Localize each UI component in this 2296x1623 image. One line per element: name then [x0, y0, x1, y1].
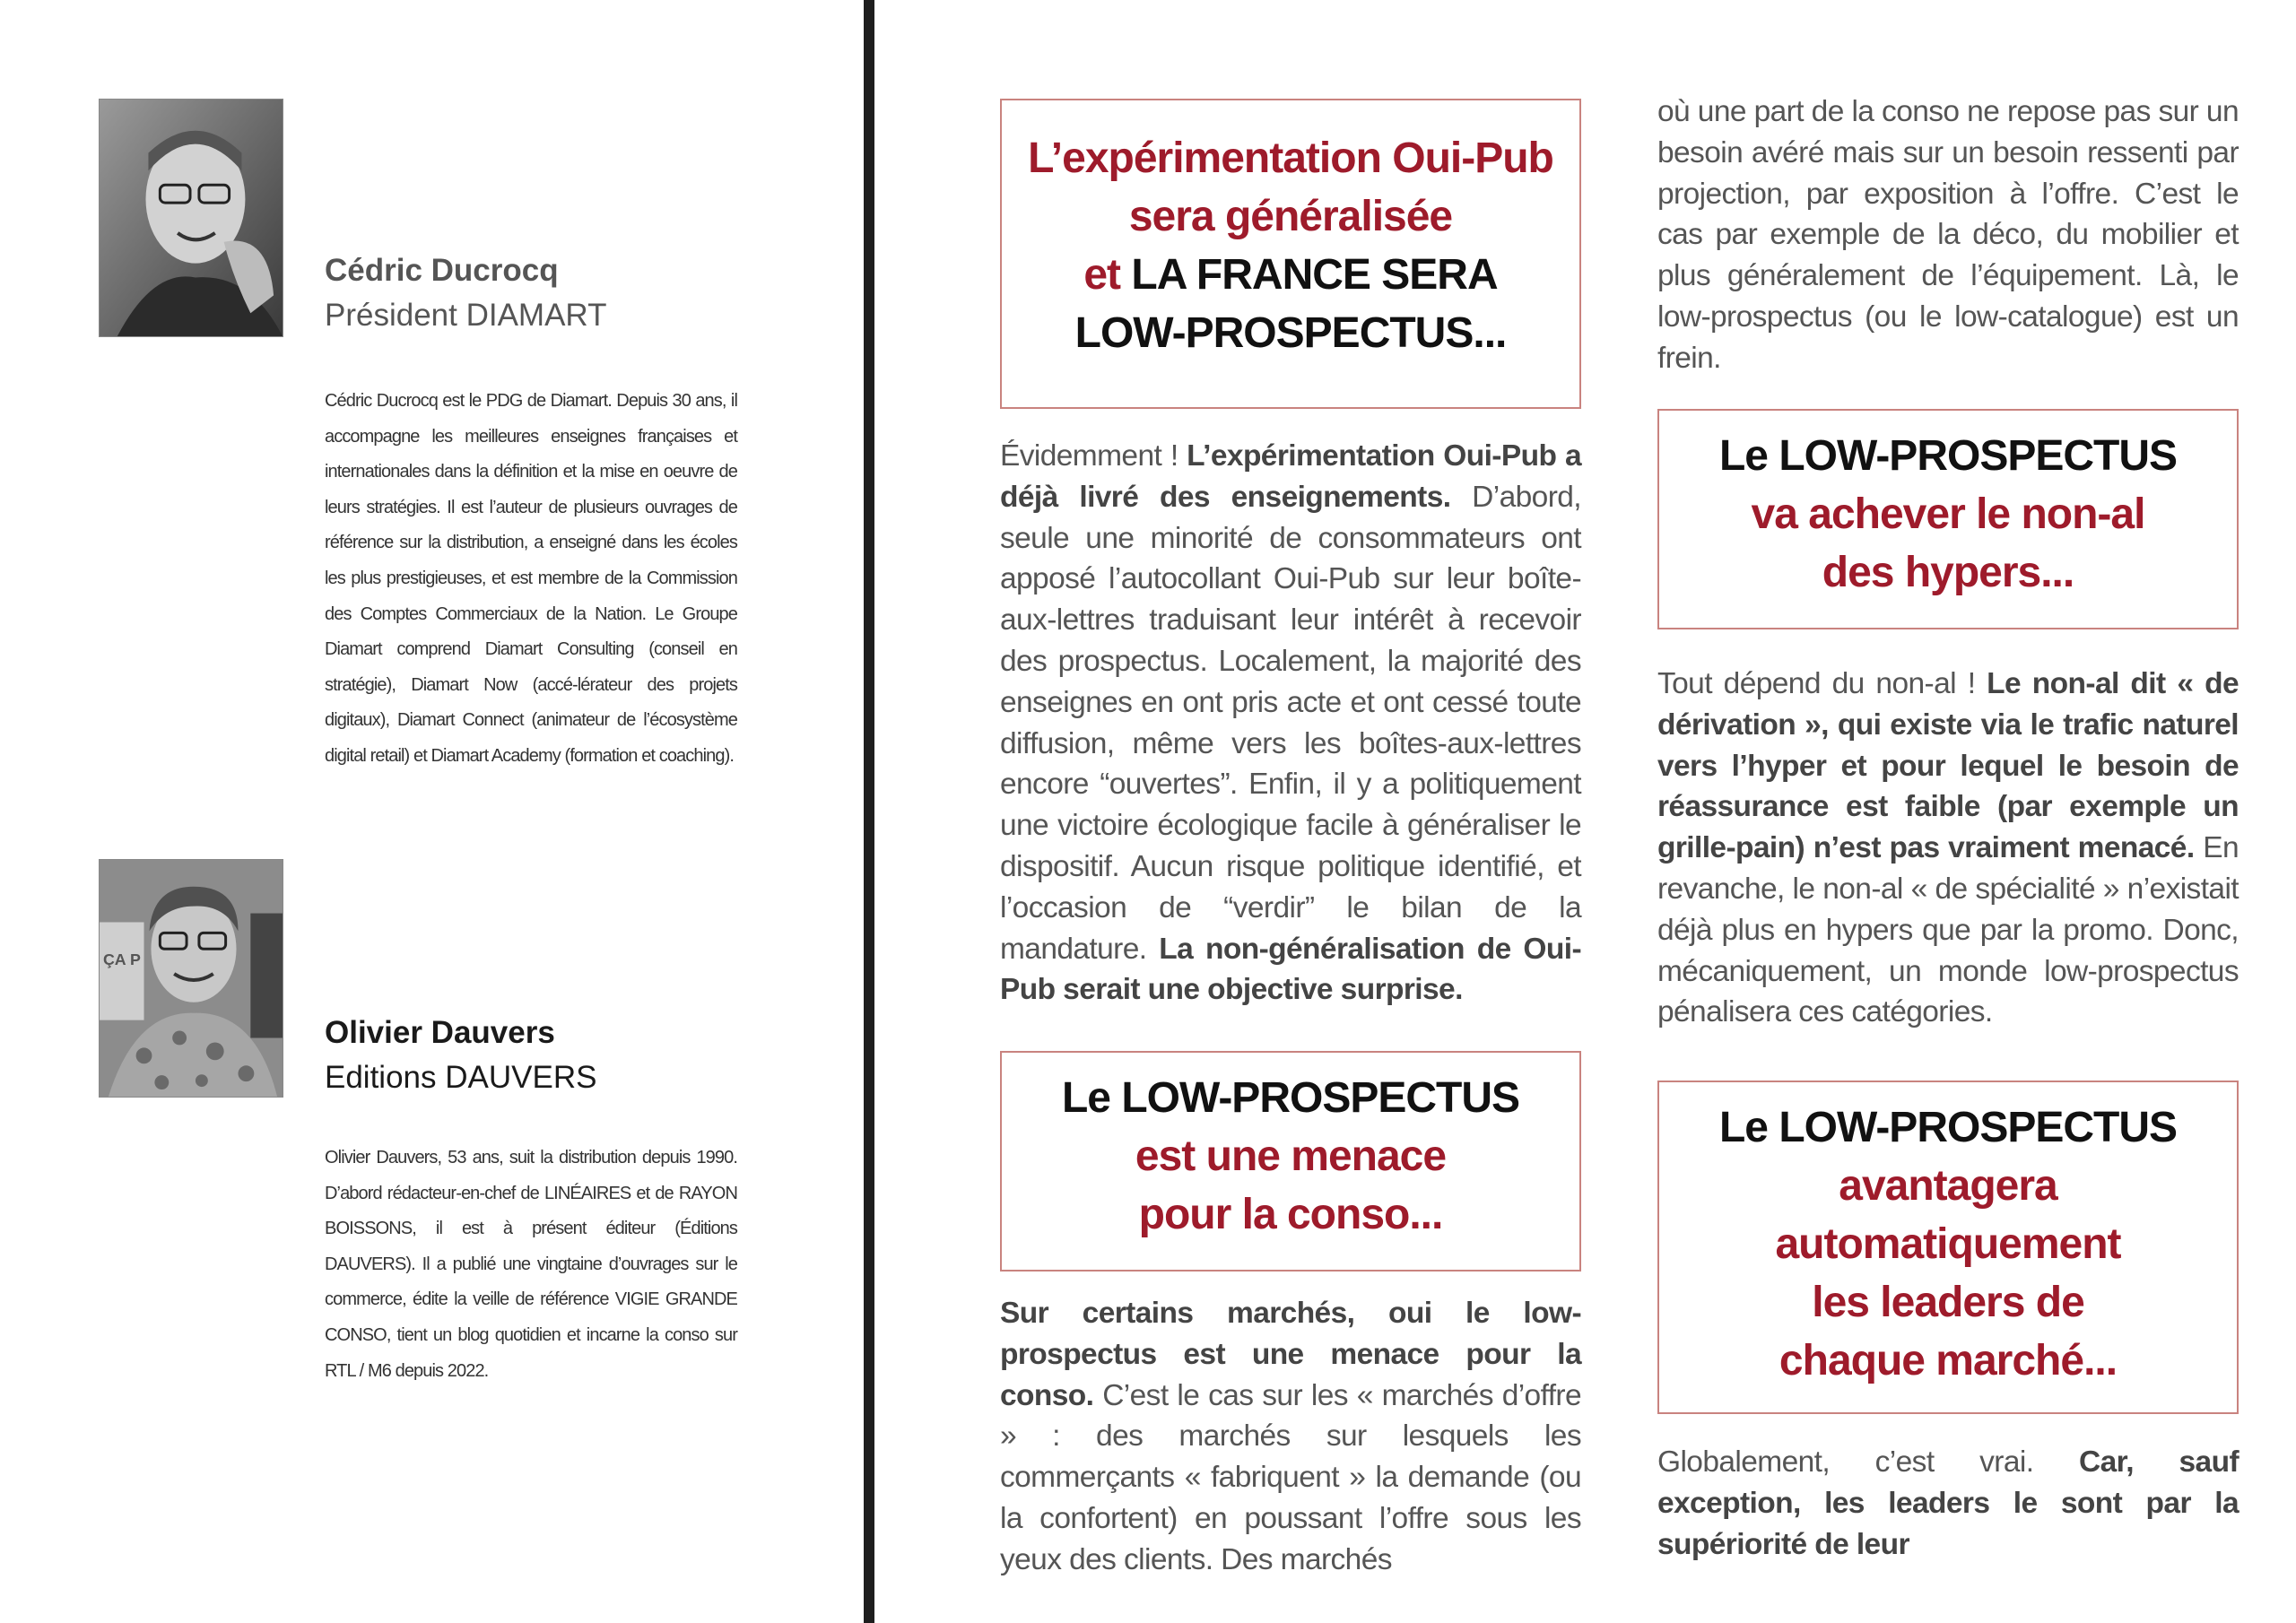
headline-box-oui-pub-line3: [1002, 246, 1579, 304]
headline-box-menace-conso-line2: est une menace: [1135, 1133, 1447, 1180]
paragraph-oui-pub-bold1: L’expérimentation Oui-Pub a déjà livré des enseignements.: [1000, 439, 1581, 514]
author-photo-cedric-ducrocq: [99, 99, 283, 337]
author1-name: Cédric Ducrocq: [325, 253, 559, 288]
headline-box-oui-pub-line3-black: LA FRANCE SERA: [1131, 251, 1498, 299]
headline-box-leaders-line5: chaque marché...: [1779, 1337, 2118, 1384]
author2-bio: Olivier Dauvers, 53 ans, suit la distribution depuis 1990. D’abord rédacteur-en-chef de LINÉAIRES et de RAYON BOISSONS, il est à présent éditeur (Éditions DAUVERS). Il a publié une vingtaine d’ouvrages sur le commerce, édite la veille de référence VIGIE GRANDE CONSO, tient un blog quotidien et incarne la conso sur RTL / M6 depuis 2022.: [325, 1148, 737, 1381]
headline-box-oui-pub-line1: L’expérimentation Oui-Pub: [1028, 135, 1553, 182]
paragraph-non-al-text2: En revanche, le non-al « de spécialité » n’existait déjà plus en hypers que par la promo. Donc, mécaniquement, un monde low-prospectus pénalisera ces catégories.: [1657, 831, 2239, 1029]
paragraph-menace-conso: [1000, 1293, 1581, 1581]
headline-box-menace-conso-line3: pour la conso...: [1138, 1191, 1443, 1238]
paragraph-menace-conso-text1: C’est le cas sur les « marchés d’offre » : des marchés sur lesquels les commerçants « fabriquent » la demande (ou la confortent) en poussant l’offre sous les yeux des clients. Des marchés: [1000, 1378, 1581, 1576]
headline-box-non-al: [1657, 409, 2239, 629]
headline-box-non-al-line2: va achever le non-al: [1751, 490, 2145, 538]
author1-role: Président DIAMART: [325, 298, 607, 333]
photo-background-text: ÇA P: [102, 950, 141, 969]
headline-box-leaders-line1: Le LOW-PROSPECTUS: [1718, 1104, 2178, 1151]
headline-box-oui-pub: [1000, 99, 1581, 409]
paragraph-non-al-text1: Tout dépend du non-al !: [1657, 667, 1987, 700]
headline-box-oui-pub-line3-red: et: [1083, 251, 1121, 299]
paragraph-marches-offre-text1: où une part de la conso ne repose pas sur un besoin avéré mais sur un besoin ressenti par projection, par exposition à l’offre. C’est le cas par exemple de la déco, du mobilier et plus généralement de l’équipement. Là, le low-prospectus (ou le low-catalogue) est un frein.: [1657, 95, 2239, 375]
headline-box-menace-conso: [1000, 1051, 1581, 1271]
paragraph-non-al-bold1: Le non-al dit « de dérivation », qui existe via le trafic naturel vers l’hyper et pour lequel le besoin de réassurance est faible (par exemple un grille-pain) n’est pas vraiment menacé.: [1657, 667, 2239, 865]
headline-box-menace-conso-line1: Le LOW-PROSPECTUS: [1061, 1074, 1520, 1122]
headline-box-oui-pub-line4: LOW-PROSPECTUS...: [1074, 309, 1507, 357]
headline-box-leaders-line2: avantagera: [1839, 1162, 2057, 1210]
author-photo-olivier-dauvers: [99, 859, 283, 1098]
paragraph-oui-pub: [1000, 436, 1581, 1011]
headline-box-oui-pub-line2: sera généralisée: [1128, 193, 1453, 240]
paragraph-leaders: [1657, 1442, 2239, 1565]
author2-role: Editions DAUVERS: [325, 1060, 597, 1095]
paragraph-oui-pub-text1: Évidemment !: [1000, 439, 1187, 473]
headline-box-non-al-line1: Le LOW-PROSPECTUS: [1718, 432, 2178, 480]
paragraph-oui-pub-text2: D’abord, seule une minorité de consommateurs ont apposé l’autocollant Oui-Pub sur leur boîte-aux-lettres traduisant leur intérêt à recevoir des prospectus. Localement, la majorité des enseignes en ont pris acte et ont cessé toute diffusion, même vers les boîtes-aux-lettres encore “ouvertes”. Enfin, il y a politiquement une victoire écologique facile à généraliser le dispositif. Aucun risque politique identifié, et l’occasion de “verdir” le bilan de la mandature.: [1000, 480, 1581, 966]
paragraph-oui-pub-bold2: La non-généralisation de Oui-Pub serait une objective surprise.: [1000, 932, 1581, 1007]
paragraph-leaders-text1: Globalement, c’est vrai.: [1657, 1445, 2080, 1479]
page-spine: [864, 0, 874, 1623]
author1-bio: Cédric Ducrocq est le PDG de Diamart. Depuis 30 ans, il accompagne les meilleures enseignes françaises et internationales dans la définition et la mise en oeuvre de leurs stratégies. Il est l’auteur de plusieurs ouvrages de référence sur la distribution, a enseigné dans les écoles les plus prestigieuses, et est membre de la Commission des Comptes Commerciaux de la Nation. Le Groupe Diamart comprend Diamart Consulting (conseil en stratégie), Diamart Now (accé-lérateur des projets digitaux), Diamart Connect (animateur de l’écosystème digital retail) et Diamart Academy (formation et coaching).: [325, 391, 737, 766]
headline-box-non-al-line3: des hypers...: [1822, 549, 2074, 596]
author2-name: Olivier Dauvers: [325, 1015, 555, 1050]
paragraph-non-al: [1657, 664, 2239, 1033]
paragraph-leaders-bold1: Car, sauf exception, les leaders le sont par la supériorité de leur: [1657, 1445, 2239, 1561]
paragraph-marches-offre: [1657, 91, 2239, 379]
headline-box-leaders-line4: les leaders de: [1812, 1279, 2084, 1326]
paragraph-menace-conso-bold1: Sur certains marchés, oui le low-prospectus est une menace pour la conso.: [1000, 1297, 1581, 1412]
headline-box-leaders: [1657, 1081, 2239, 1414]
headline-box-leaders-line3: automatiquement: [1775, 1220, 2121, 1268]
